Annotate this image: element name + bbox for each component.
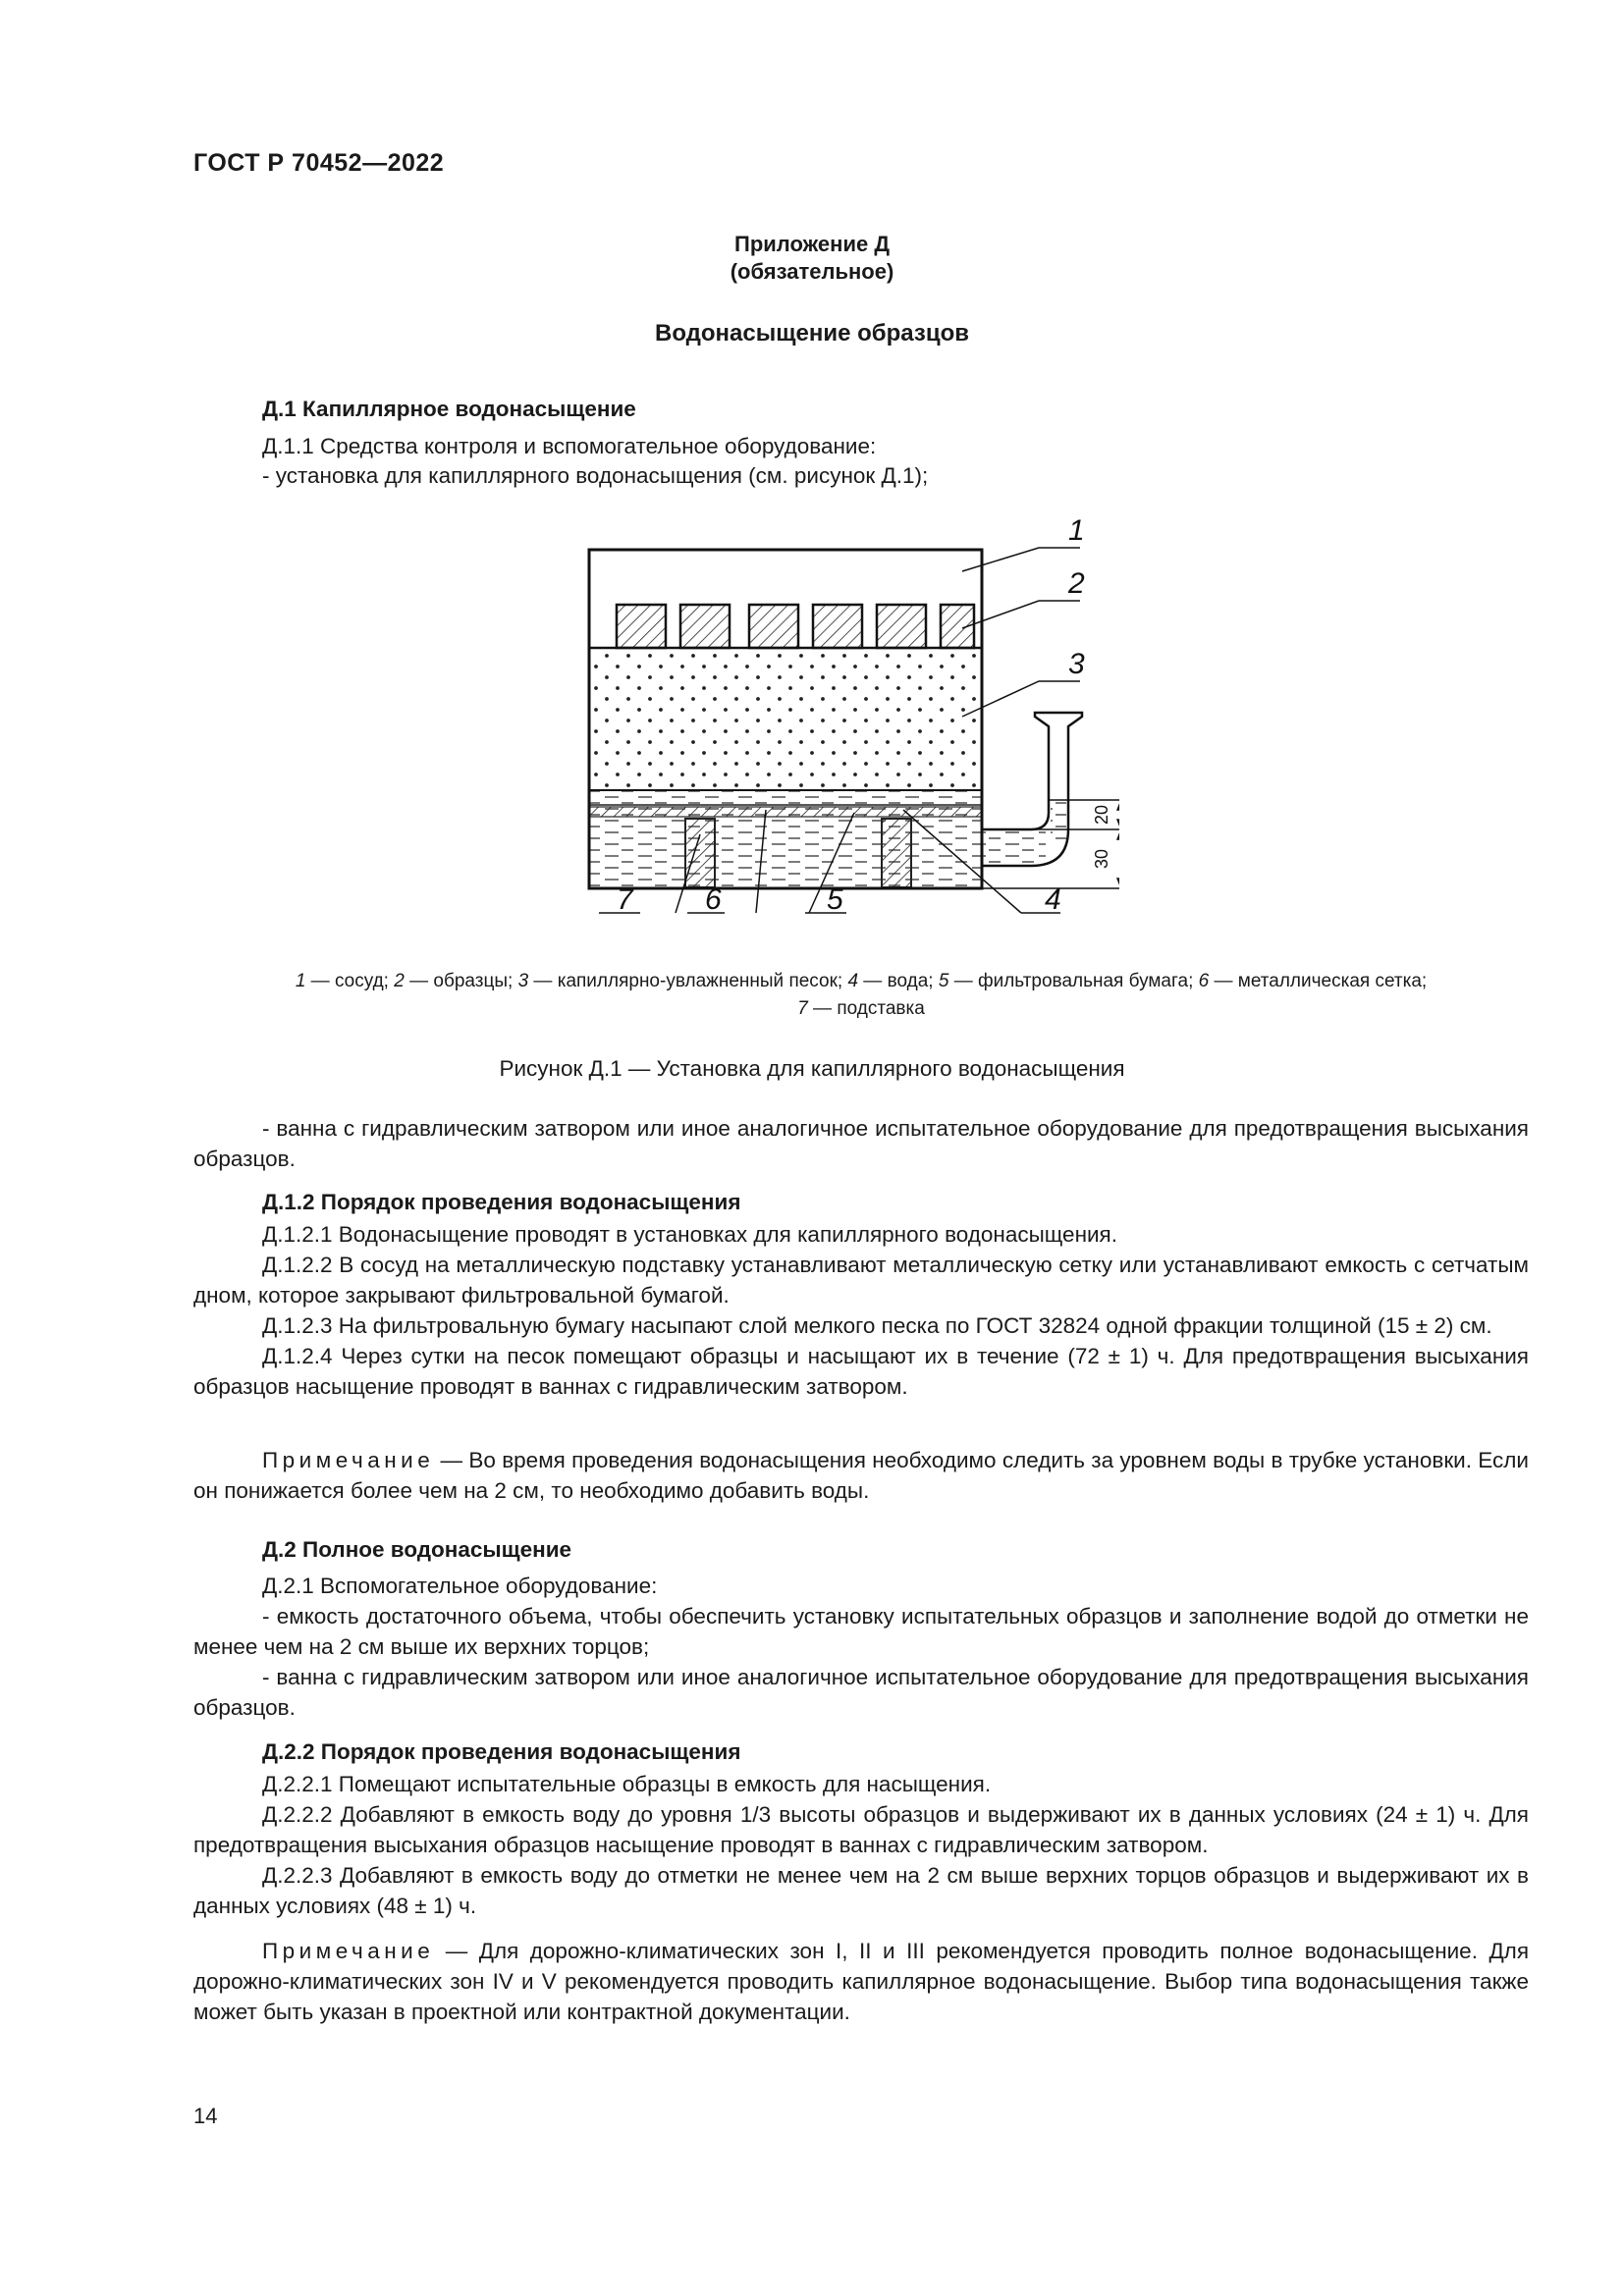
- dimension-30: 30: [1092, 848, 1111, 870]
- callout-4: 4: [1045, 883, 1061, 916]
- callout-2: 2: [1068, 567, 1085, 600]
- samples: [617, 605, 974, 648]
- appendix-status: (обязательное): [730, 259, 894, 284]
- section-heading-d2: Д.2 Полное водонасыщение: [262, 1537, 572, 1562]
- note-label-1: Примечание: [262, 1448, 435, 1472]
- appendix-label: Приложение Д: [734, 232, 890, 256]
- legend-text-2: — образцы;: [404, 971, 518, 991]
- callout-3: 3: [1068, 648, 1085, 680]
- section-heading-d2-2: Д.2.2 Порядок проведения водонасыщения: [262, 1739, 741, 1764]
- metal-mesh: [589, 807, 982, 817]
- paragraph-d1-2-2: Д.1.2.2 В сосуд на металлическую подставку устанавливают металлическую сетку или устанавливают емкость с сетчатым дном, которое закрывают фильтровальной бумагой.: [193, 1253, 1529, 1308]
- paragraph-bath: - ванна с гидравлическим затвором или иное аналогичное испытательное оборудование для предотвращения высыхания образцов.: [193, 1116, 1529, 1171]
- paragraph-d2-2-1: Д.2.2.1 Помещают испытательные образцы в емкость для насыщения.: [262, 1772, 992, 1796]
- legend-num-6: 6: [1198, 971, 1210, 991]
- legend-text-3: — капиллярно-увлажненный песок;: [528, 971, 848, 991]
- legend-num-3: 3: [517, 971, 529, 991]
- legend-num-4: 4: [847, 971, 859, 991]
- legend-text-4: — вода;: [858, 971, 939, 991]
- section-heading-d1: Д.1 Капиллярное водонасыщение: [262, 397, 636, 421]
- legend-num-2: 2: [394, 971, 405, 991]
- paragraph-d2-1: Д.2.1 Вспомогательное оборудование:: [262, 1574, 658, 1598]
- text-block-d2-2: [193, 1769, 1529, 1921]
- capillary-sand-layer: [589, 648, 982, 790]
- figure-legend: [193, 968, 1529, 1023]
- figure-caption: Рисунок Д.1 — Установка для капиллярного водонасыщения: [499, 1056, 1125, 1081]
- paragraph-d1-2-1: Д.1.2.1 Водонасыщение проводят в установках для капиллярного водонасыщения.: [262, 1222, 1117, 1247]
- legend-num-1: 1: [295, 971, 306, 991]
- text-block-d2-1: [193, 1571, 1529, 1723]
- stand-left: [685, 819, 715, 887]
- callout-1: 1: [1068, 514, 1085, 547]
- paragraph-d2-2-2: Д.2.2.2 Добавляют в емкость воду до уровня 1/3 высоты образцов и выдерживают их в данных условиях (24 ± 1) ч. Для предотвращения высыхания образцов насыщение проводят в ваннах с гидравлическим затвором.: [193, 1802, 1529, 1857]
- legend-num-7: 7: [797, 998, 808, 1019]
- dimension-20: 20: [1092, 804, 1111, 826]
- paragraph-d1-2-4: Д.1.2.4 Через сутки на песок помещают образцы и насыщают их в течение (72 ± 1) ч. Для предотвращения высыхания образцов насыщение проводят в ваннах с гидравлическим затвором.: [193, 1344, 1529, 1399]
- paragraph-d1-1: Д.1.1 Средства контроля и вспомогательное оборудование:: [262, 434, 877, 458]
- legend-text-1: — сосуд;: [305, 971, 395, 991]
- paragraph-d2-1-item2: - ванна с гидравлическим затвором или иное аналогичное испытательное оборудование для предотвращения высыхания образцов.: [193, 1665, 1529, 1720]
- paragraph-d2-2-3: Д.2.2.3 Добавляют в емкость воду до отметки не менее чем на 2 см выше верхних торцов образцов и выдерживают их в данных условиях (48 ± 1) ч.: [193, 1863, 1529, 1918]
- text-block-d1-2: [193, 1113, 1529, 1174]
- legend-num-5: 5: [938, 971, 949, 991]
- water-tube: [982, 713, 1082, 866]
- paragraph-d2-1-item1: - емкость достаточного объема, чтобы обеспечить установку испытательных образцов и заполнение водой до отметки не менее чем на 2 см выше их верхних торцов;: [193, 1604, 1529, 1659]
- text-block-d1-2-items: [193, 1219, 1529, 1402]
- stand-right: [882, 819, 911, 887]
- legend-text-7: — подставка: [807, 998, 925, 1019]
- legend-text-5: — фильтровальная бумага;: [948, 971, 1199, 991]
- section-heading-d1-2: Д.1.2 Порядок проведения водонасыщения: [262, 1190, 741, 1214]
- appendix-title: Водонасыщение образцов: [654, 320, 969, 347]
- note-block-2: [193, 1936, 1529, 2027]
- paragraph-d1-2-3: Д.1.2.3 На фильтровальную бумагу насыпают слой мелкого песка по ГОСТ 32824 одной фракции толщиной (15 ± 2) см.: [262, 1313, 1492, 1338]
- callout-7: 7: [617, 883, 633, 916]
- capillary-setup-figure: [569, 510, 1119, 942]
- paragraph-d1-1-item: - установка для капиллярного водонасыщения (см. рисунок Д.1);: [262, 463, 929, 488]
- document-header-id: ГОСТ Р 70452—2022: [193, 149, 445, 177]
- callout-5: 5: [827, 883, 843, 916]
- note-text-2: — Для дорожно-климатических зон I, II и III рекомендуется проводить полное водонасыщение. Для дорожно-климатических зон IV и V рекомендуется проводить капиллярное водонасыщение. Выбор типа водонасыщения также может быть указан в проектной или контрактной документации.: [193, 1939, 1529, 2024]
- legend-text-6: — металлическая сетка;: [1209, 971, 1428, 991]
- note-text-1: — Во время проведения водонасыщения необходимо следить за уровнем воды в трубке установки. Если он понижается более чем на 2 см, то необходимо добавить воды.: [193, 1448, 1529, 1503]
- page-number: 14: [193, 2104, 218, 2128]
- note-label-2: Примечание: [262, 1939, 435, 1963]
- note-block-1: [193, 1445, 1529, 1506]
- callout-6: 6: [705, 883, 722, 916]
